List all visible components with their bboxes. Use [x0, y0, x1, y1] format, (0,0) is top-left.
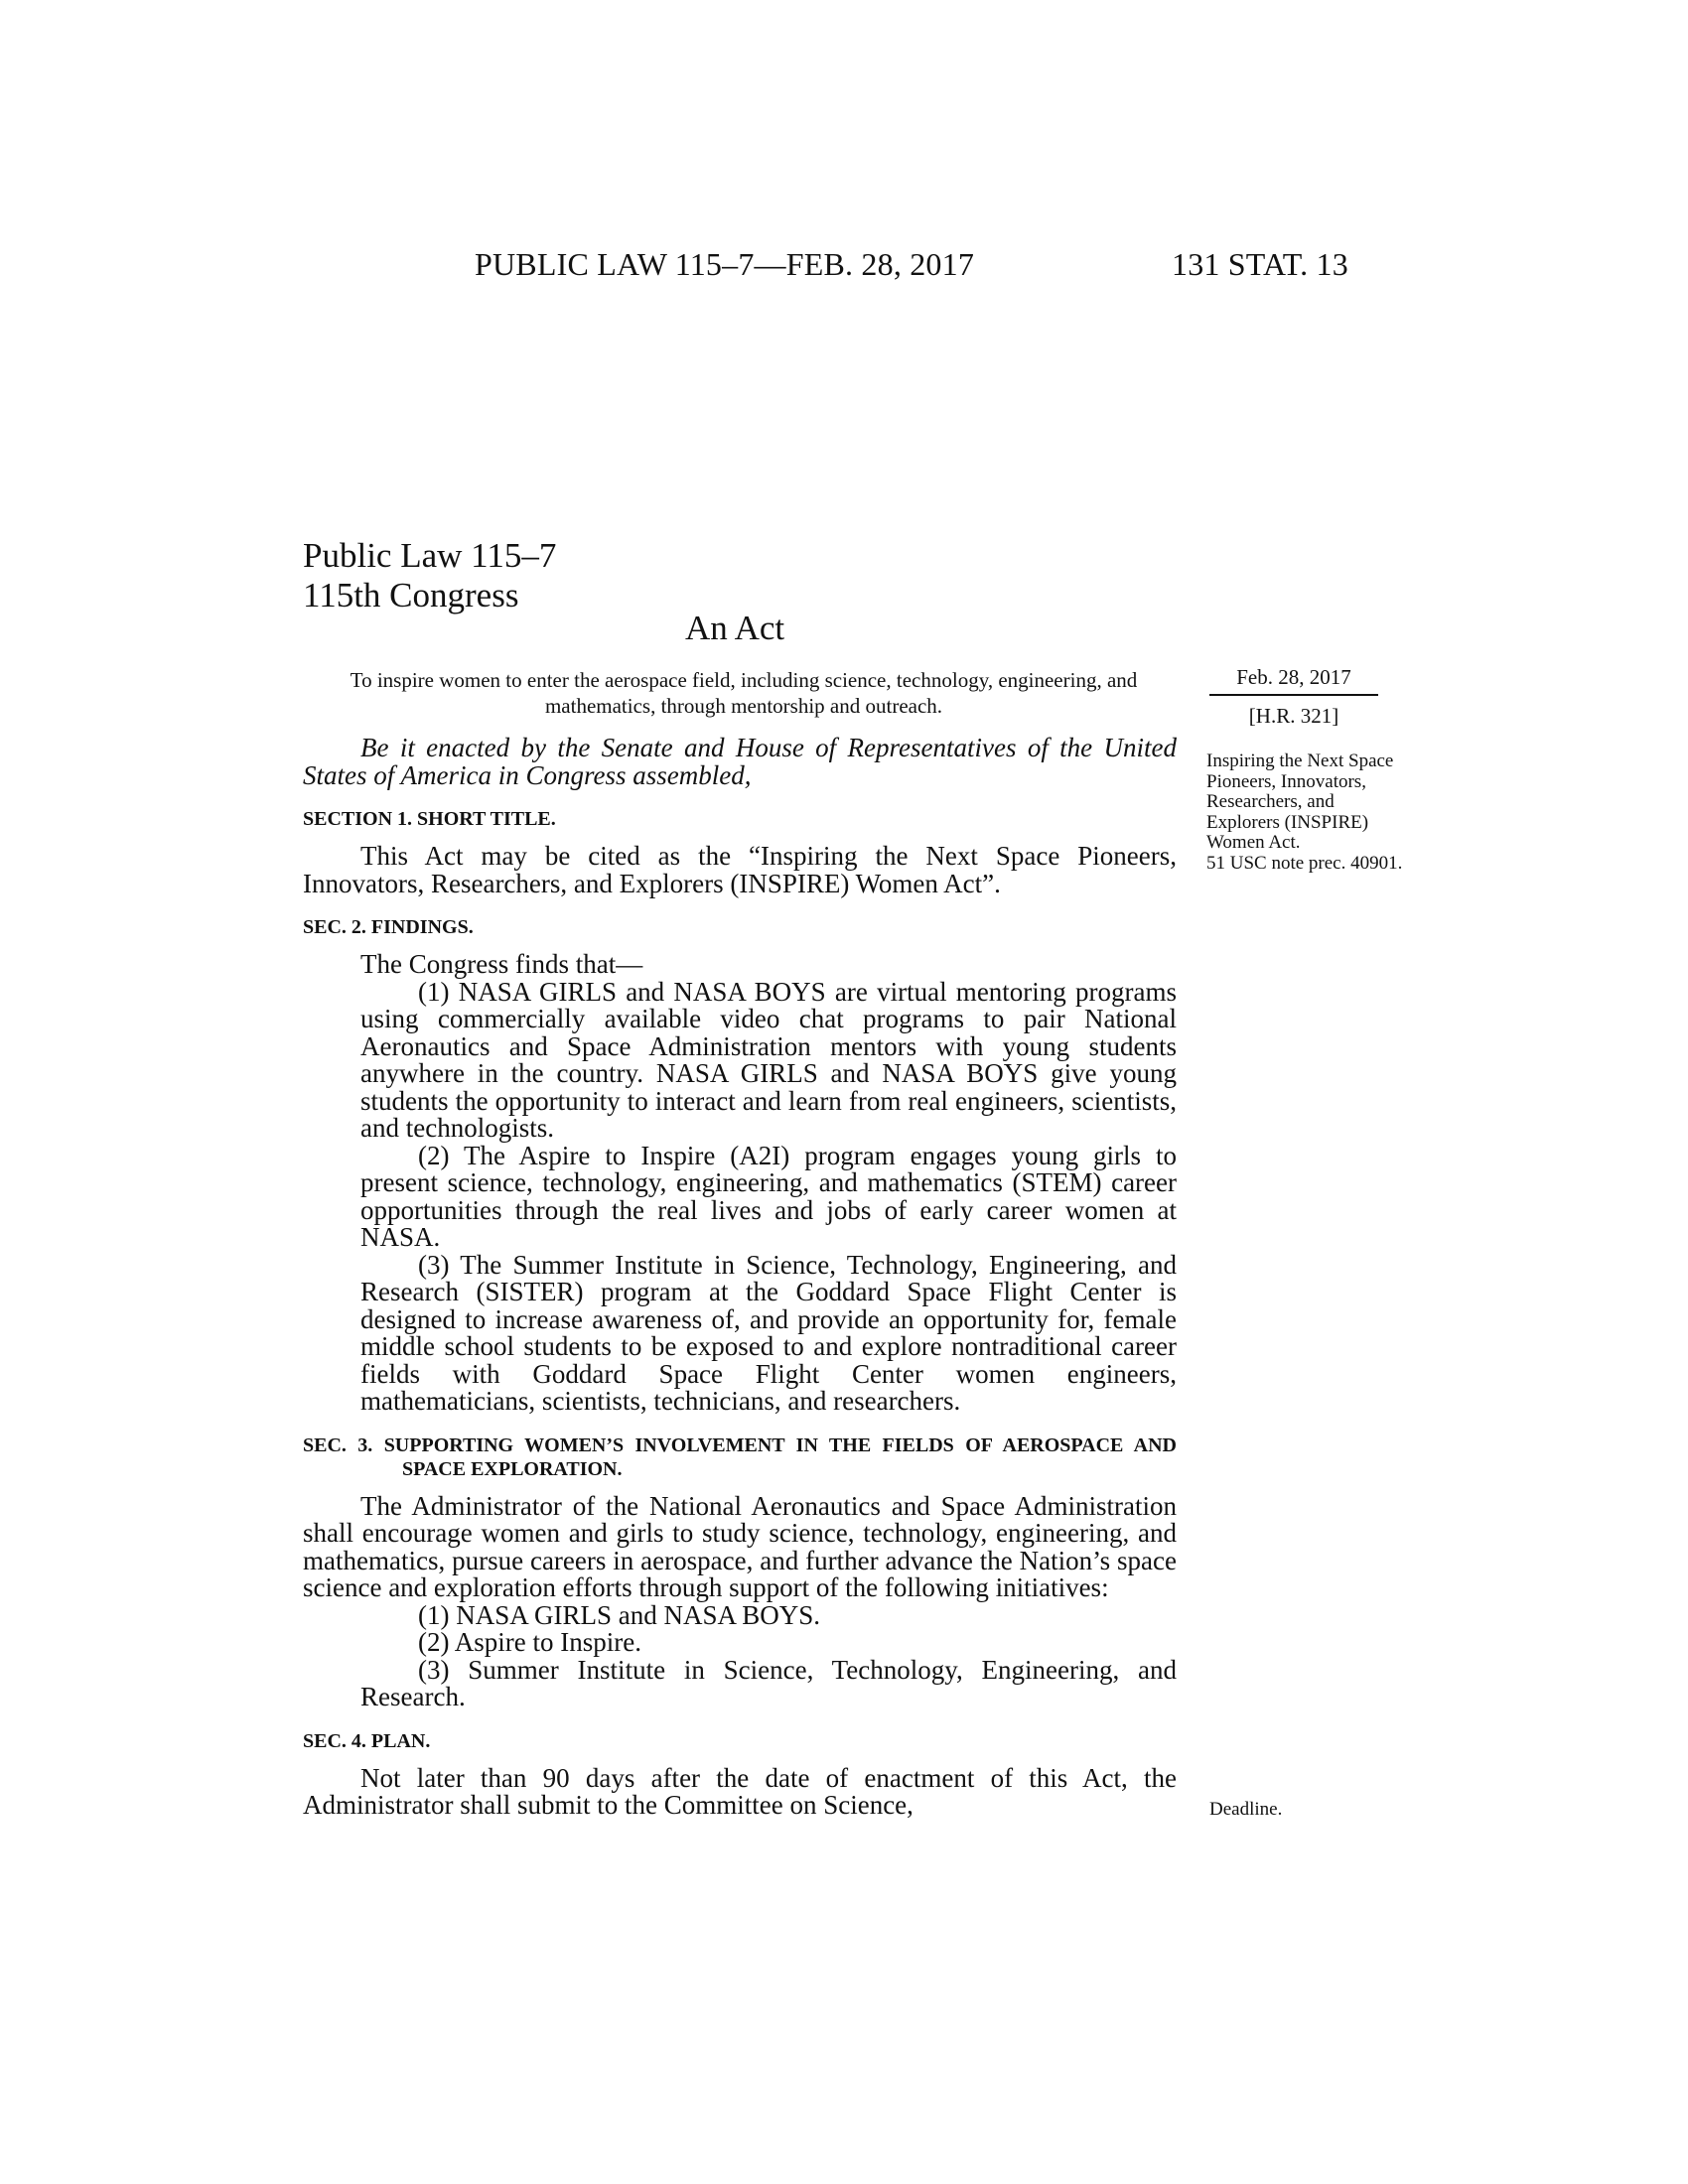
margin-note	[1206, 751, 1405, 874]
section-3-heading: SEC. 3. SUPPORTING WOMEN’S INVOLVEMENT IN THE FIELDS OF AEROSPACE AND SPACE EXPLORATION.	[303, 1433, 1177, 1480]
deadline-note: Deadline.	[1209, 1799, 1283, 1820]
act-purpose: To inspire women to enter the aerospace field, including science, technology, engineering, and mathematics, through mentorship and outreach.	[350, 668, 1138, 718]
finding-item: (2) The Aspire to Inspire (A2I) program engages young girls to present science, technology, engineering, and mathematics (STEM) career opportunities through the real lives and jobs of early career women at NASA.	[360, 1140, 1177, 1252]
section-2-heading: SEC. 2. FINDINGS.	[303, 916, 474, 938]
section-4-heading: SEC. 4. PLAN.	[303, 1729, 431, 1752]
running-header-citation: PUBLIC LAW 115–7—FEB. 28, 2017	[475, 246, 975, 282]
finding-item: (1) NASA GIRLS and NASA BOYS are virtual mentoring programs using commercially available video chat programs to pair National Aeronautics and Space Administration mentors with young students anywhere in the country. NASA GIRLS and NASA BOYS give young students the opportunity to interact and learn from real engineers, scientists, and technologists.	[360, 976, 1177, 1143]
section-1-heading: SECTION 1. SHORT TITLE.	[303, 808, 556, 830]
section-4-text: Not later than 90 days after the date of enactment of this Act, the Administrator shall submit to the Committee on Science,	[303, 1762, 1177, 1820]
law-title-block	[303, 536, 556, 615]
act-body	[303, 735, 1177, 1820]
congress-number: 115th Congress	[303, 576, 519, 614]
initiative-item: (3) Summer Institute in Science, Technology, Engineering, and Research.	[360, 1654, 1177, 1711]
initiative-item: (2) Aspire to Inspire.	[418, 1627, 641, 1657]
initiative-item: (1) NASA GIRLS and NASA BOYS.	[418, 1599, 821, 1630]
enacting-clause: Be it enacted by the Senate and House of Representatives of the United States of America in Congress assembled,	[303, 733, 1177, 790]
law-number: Public Law 115–7	[303, 536, 557, 575]
margin-date: Feb. 28, 2017	[1209, 665, 1378, 696]
act-heading: An Act	[685, 609, 785, 647]
page-number: 131 STAT. 13	[1172, 246, 1348, 282]
usc-note: 51 USC note prec. 40901.	[1206, 852, 1403, 874]
section-3-text: The Administrator of the National Aeronautics and Space Administration shall encourage women and girls to study science, technology, engineering, and mathematics, pursue careers in aerospace, and further advance the Nation’s space science and exploration efforts through support of the following initiatives:	[303, 1490, 1177, 1602]
margin-bill-number: [H.R. 321]	[1248, 704, 1339, 728]
section-2-intro: The Congress finds that—	[360, 949, 643, 979]
section-1-text: This Act may be cited as the “Inspiring the Next Space Pioneers, Innovators, Researchers, and Explorers (INSPIRE) Women Act”.	[303, 841, 1177, 898]
finding-item: (3) The Summer Institute in Science, Technology, Engineering, and Research (SISTER) program at the Goddard Space Flight Center is designed to increase awareness of, and provide an opportunity for, female middle school students to be exposed to and explore nontraditional career fields with Goddard Space Flight Center women engineers, mathematicians, scientists, technicians, and researchers.	[360, 1249, 1177, 1416]
short-title-note: Inspiring the Next Space Pioneers, Innovators, Researchers, and Explorers (INSPIRE) Women Act.	[1206, 751, 1394, 853]
